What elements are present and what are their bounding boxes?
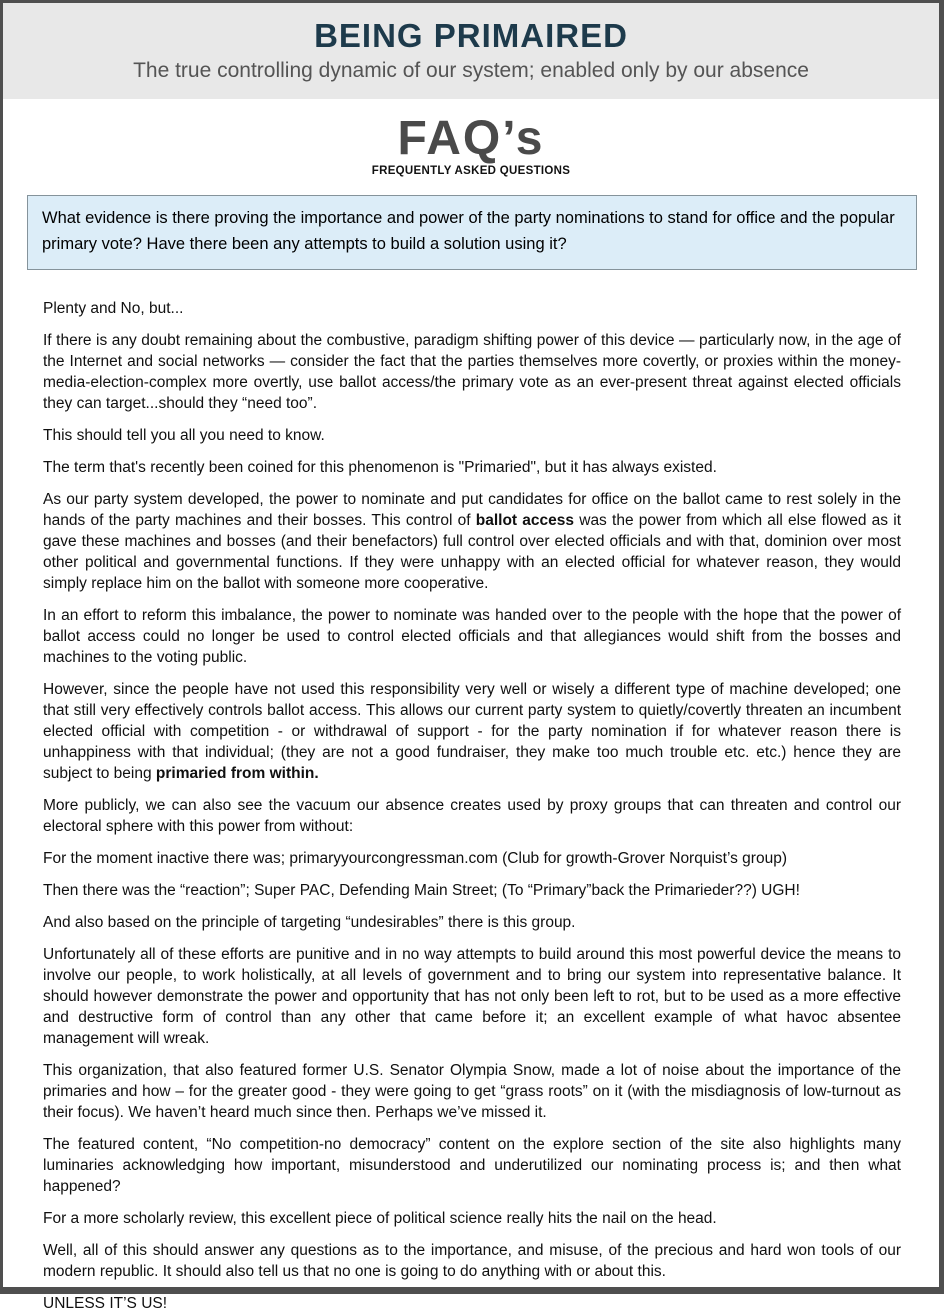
paragraph: The featured content, “No competition-no democracy” content on the explore section of the site also highlights many luminaries acknowledging how important, misunderstood and underutilized our nominating process is; and then what happened? <box>43 1136 901 1196</box>
question-text: What evidence is there proving the importance and power of the party nominations to stand for office and the popular primary vote? Have there been any attempts to build a solution using it? <box>42 209 895 253</box>
paragraph: Plenty and No, but... <box>43 300 184 318</box>
paragraph: And also based on the principle of targeting “undesirables” there is this group. <box>43 914 576 932</box>
paragraph: However, since the people have not used this responsibility very well or wisely a different type of machine developed; one that still very effectively controls ballot access. This allows our current party system to quietly/covertly threaten an incumbent elected official with competition - or withdrawal of support - for the party nomination if for whatever reason there is unhappiness with that individual; (they are not a good fundraiser, they make too much trouble etc. etc.) hence they are subject to being primaried from within. <box>43 681 901 783</box>
page-subtitle: The true controlling dynamic of our system; enabled only by our absence <box>133 59 809 82</box>
paragraph: As our party system developed, the power to nominate and put candidates for office on the ballot came to rest solely in the hands of the party machines and their bosses. This control of ballot access was the power from which all else flowed as it gave these machines and bosses (and their benefactors) full control over elected officials and with that, dominion over most other political and governmental functions. If they were unhappy with an elected official for whatever reason, they would simply replace him on the ballot with someone more cooperative. <box>43 491 902 593</box>
page-header <box>3 3 939 99</box>
paragraph: This organization, that also featured former U.S. Senator Olympia Snow, made a lot of noise about the importance of the primaries and how – for the greater good - they were going to get “grass roots” on it (with the misdiagnosis of low-turnout as their focus). We haven’t heard much since then. Perhaps we’ve missed it. <box>43 1062 901 1122</box>
faq-heading-block <box>3 112 939 177</box>
paragraph: The term that's recently been coined for this phenomenon is "Primaried", but it has always existed. <box>43 459 717 477</box>
paragraph: For the moment inactive there was; primaryyourcongressman.com (Club for growth-Grover Norquist’s group) <box>43 850 787 868</box>
page-title: BEING PRIMAIRED <box>314 17 628 54</box>
faq-subheading: FREQUENTLY ASKED QUESTIONS <box>371 165 571 177</box>
paragraph: If there is any doubt remaining about the combustive, paradigm shifting power of this device — particularly now, in the age of the Internet and social networks — consider the fact that the parties themselves more covertly, or proxies within the money-media-election-complex more overtly, use ballot access/the primary vote as an ever-present threat against elected officials they can target...should they “need too”. <box>43 332 901 413</box>
paragraph: Then there was the “reaction”; Super PAC, Defending Main Street; (To “Primary”back the Primarieder??) UGH! <box>43 882 800 900</box>
paragraph: In an effort to reform this imbalance, the power to nominate was handed over to the people with the hope that the power of ballot access could no longer be used to control elected officials and that allegiances would shift from the bosses and machines to the voting public. <box>43 607 901 667</box>
paragraph: For a more scholarly review, this excellent piece of political science really hits the nail on the head. <box>43 1210 717 1228</box>
faq-heading: FAQ’s <box>397 112 545 165</box>
paragraph: UNLESS IT’S US! <box>43 1295 168 1313</box>
paragraph: More publicly, we can also see the vacuum our absence creates used by proxy groups that can threaten and control our electoral sphere with this power from without: <box>43 797 901 836</box>
paragraph: Well, all of this should answer any questions as to the importance, and misuse, of the precious and hard won tools of our modern republic. It should also tell us that no one is going to do anything with or about this. <box>43 1242 901 1281</box>
question-box <box>27 195 917 270</box>
answer-paragraphs <box>3 270 939 1314</box>
paragraph: This should tell you all you need to know. <box>43 427 325 445</box>
paragraph: Unfortunately all of these efforts are punitive and in no way attempts to build around this most powerful device the means to involve our people, to work holistically, at all levels of government and to bring our system into representative balance. It should however demonstrate the power and opportunity that has not only been left to rot, but to be used as a more effective and destructive form of control than any other that came before it; an excellent example of what havoc absentee management will wreak. <box>43 946 901 1048</box>
